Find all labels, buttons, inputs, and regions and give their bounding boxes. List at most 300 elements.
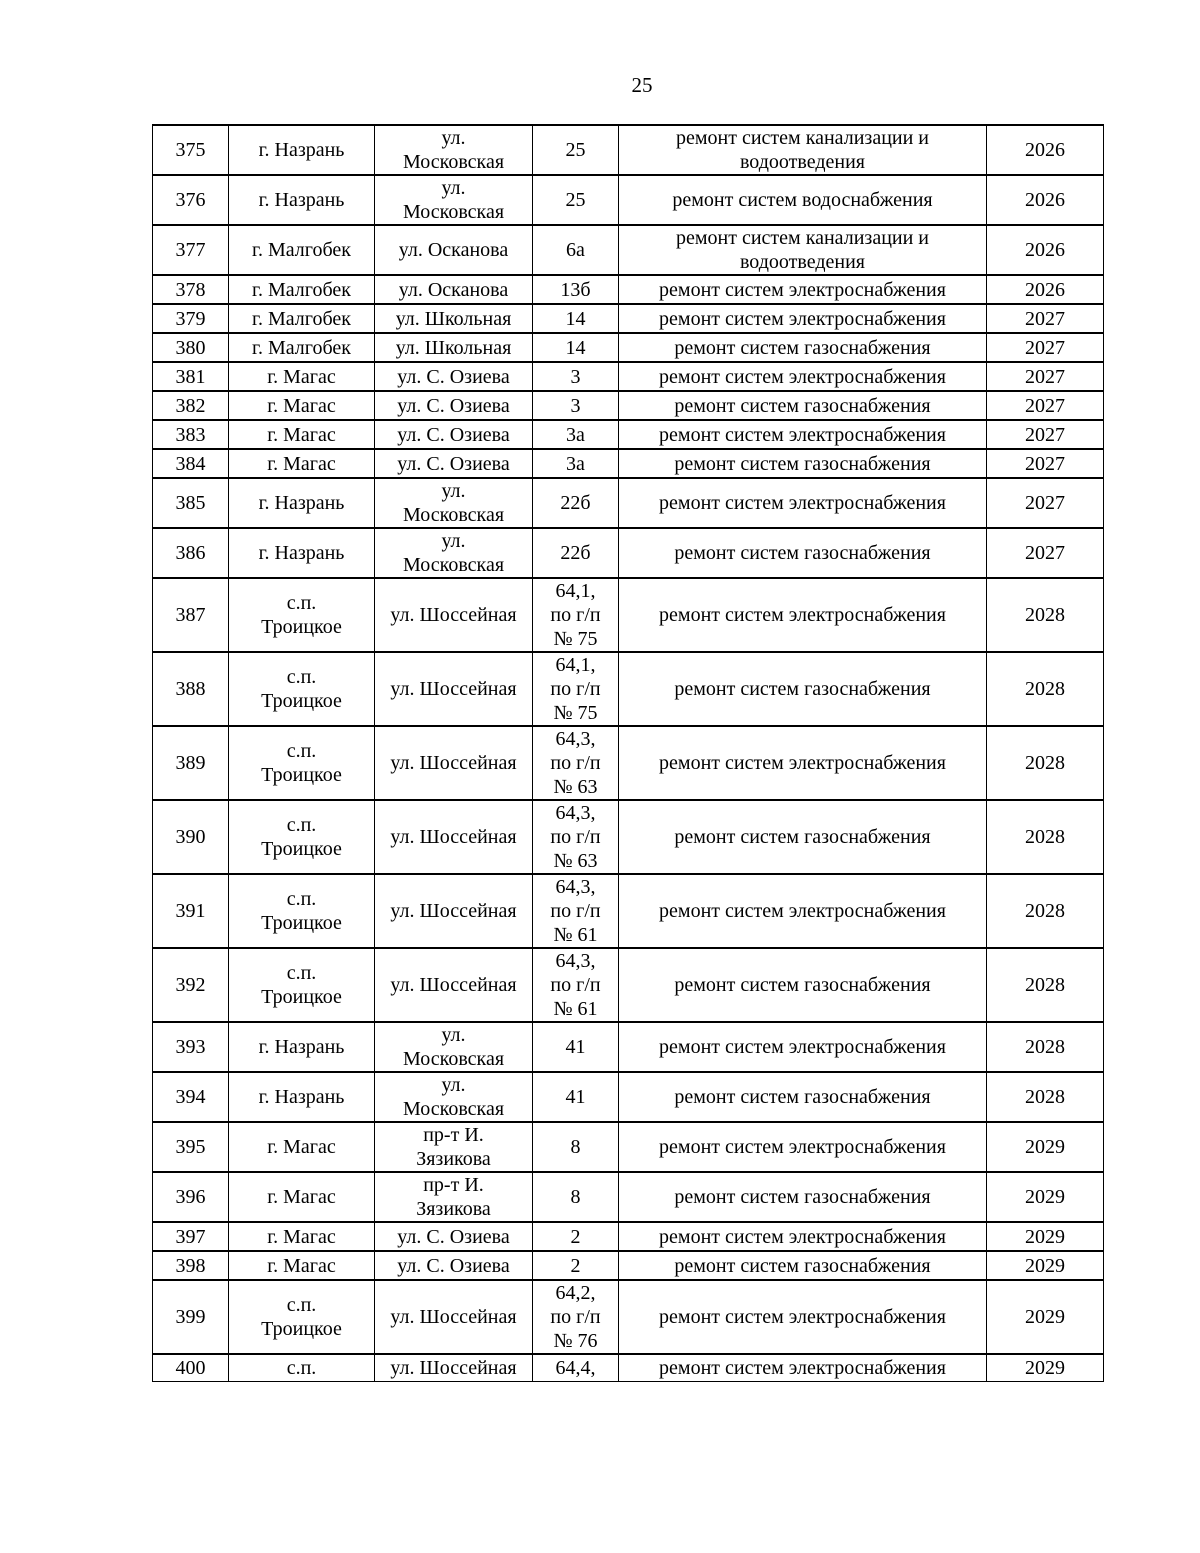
work-type-cell (619, 1222, 987, 1251)
work-type-cell (619, 125, 987, 175)
work-type-line: ремонт систем электроснабжения (659, 492, 946, 514)
house-number-line: 41 (565, 1036, 586, 1058)
house-number-cell (533, 391, 619, 420)
street-line: ул. Осканова (398, 239, 509, 261)
table-row (153, 275, 1104, 304)
year-cell: 2028 (987, 652, 1104, 726)
street-cell (375, 304, 533, 333)
row-number-cell: 390 (153, 800, 229, 874)
street-line: ул. С. Озиева (397, 452, 510, 475)
row-number-cell: 387 (153, 578, 229, 652)
house-number-line: № 63 (553, 850, 598, 872)
locality-cell (229, 1122, 375, 1172)
locality-cell (229, 1251, 375, 1280)
house-number-cell (533, 1172, 619, 1222)
street-line: Московская (402, 554, 505, 576)
work-type-line: ремонт систем канализации и (675, 127, 930, 149)
work-type-cell (619, 362, 987, 391)
house-number-cell (533, 1354, 619, 1381)
locality-line: с.п. (286, 888, 317, 910)
locality-cell (229, 391, 375, 420)
house-number-cell (533, 652, 619, 726)
work-type-line: ремонт систем электроснабжения (659, 365, 946, 388)
house-number-cell (533, 1222, 619, 1251)
table-row (153, 1072, 1104, 1122)
row-number-cell: 396 (153, 1172, 229, 1222)
row-number-cell: 397 (153, 1222, 229, 1251)
street-cell (375, 874, 533, 948)
locality-line: г. Назрань (258, 1086, 345, 1108)
table-row (153, 1251, 1104, 1280)
street-line: ул. С. Озиева (397, 1254, 510, 1277)
street-line: Московская (402, 151, 505, 173)
locality-line: Троицкое (261, 986, 342, 1008)
house-number-line: по г/п (550, 678, 601, 700)
street-cell (375, 275, 533, 304)
row-number-cell: 394 (153, 1072, 229, 1122)
work-type-cell (619, 175, 987, 225)
locality-line: Троицкое (261, 1318, 342, 1340)
house-number-line: по г/п (550, 604, 601, 626)
year-cell: 2027 (987, 362, 1104, 391)
row-number-cell: 395 (153, 1122, 229, 1172)
year-cell: 2028 (987, 1022, 1104, 1072)
locality-cell (229, 528, 375, 578)
house-number-line: 3 (570, 394, 581, 417)
street-line: ул. (441, 1024, 466, 1046)
house-number-line: 64,2, (555, 1282, 596, 1304)
year-cell: 2029 (987, 1280, 1104, 1354)
year-cell: 2027 (987, 528, 1104, 578)
street-line: ул. Шоссейная (390, 678, 517, 700)
work-type-line: ремонт систем электроснабжения (659, 307, 946, 330)
street-line: ул. Шоссейная (390, 1306, 517, 1328)
street-cell (375, 1172, 533, 1222)
house-number-line: 3 (570, 365, 581, 388)
street-line: ул. С. Озиева (397, 394, 510, 417)
locality-cell (229, 175, 375, 225)
street-cell (375, 800, 533, 874)
table-row (153, 304, 1104, 333)
work-type-line: ремонт систем электроснабжения (659, 604, 946, 626)
table-row (153, 1122, 1104, 1172)
house-number-line: 64,4, (555, 1356, 596, 1379)
table-row (153, 948, 1104, 1022)
street-cell (375, 125, 533, 175)
house-number-line: 22б (560, 542, 591, 564)
house-number-cell (533, 304, 619, 333)
house-number-line: 25 (565, 189, 586, 211)
work-type-cell (619, 275, 987, 304)
work-type-line: ремонт систем электроснабжения (659, 1225, 946, 1248)
house-number-cell (533, 420, 619, 449)
house-number-cell (533, 874, 619, 948)
work-type-line: ремонт систем водоснабжения (672, 189, 933, 211)
work-type-cell (619, 726, 987, 800)
locality-cell (229, 1022, 375, 1072)
work-type-line: водоотведения (740, 151, 865, 173)
row-number-cell: 375 (153, 125, 229, 175)
house-number-cell (533, 478, 619, 528)
year-cell: 2028 (987, 578, 1104, 652)
house-number-cell (533, 1072, 619, 1122)
table-row (153, 175, 1104, 225)
year-cell: 2027 (987, 304, 1104, 333)
street-line: ул. (441, 530, 466, 552)
house-number-cell (533, 333, 619, 362)
house-number-line: № 75 (553, 628, 598, 650)
street-cell (375, 1280, 533, 1354)
table-row (153, 1022, 1104, 1072)
year-cell: 2028 (987, 1072, 1104, 1122)
work-type-line: ремонт систем газоснабжения (674, 452, 931, 475)
house-number-line: 64,3, (555, 876, 596, 898)
street-cell (375, 1072, 533, 1122)
street-cell (375, 1251, 533, 1280)
row-number-cell: 391 (153, 874, 229, 948)
house-number-line: № 63 (553, 776, 598, 798)
work-type-cell (619, 1172, 987, 1222)
street-cell (375, 1122, 533, 1172)
house-number-line: по г/п (550, 752, 601, 774)
house-number-cell (533, 1280, 619, 1354)
locality-line: с.п. (286, 814, 317, 836)
work-type-line: ремонт систем электроснабжения (659, 752, 946, 774)
row-number-cell: 393 (153, 1022, 229, 1072)
row-number-cell: 376 (153, 175, 229, 225)
house-number-line: по г/п (550, 826, 601, 848)
locality-cell (229, 874, 375, 948)
table-row (153, 333, 1104, 362)
locality-line: с.п. (286, 592, 317, 614)
locality-line: г. Магас (267, 1225, 336, 1248)
locality-line: г. Магас (267, 1254, 336, 1277)
work-type-cell (619, 1251, 987, 1280)
work-type-cell (619, 420, 987, 449)
year-cell: 2029 (987, 1122, 1104, 1172)
row-number-cell: 392 (153, 948, 229, 1022)
year-cell: 2026 (987, 275, 1104, 304)
work-type-cell (619, 528, 987, 578)
row-number-cell: 381 (153, 362, 229, 391)
locality-line: г. Малгобек (252, 278, 351, 301)
locality-line: г. Магас (267, 452, 336, 475)
house-number-line: по г/п (550, 1306, 601, 1328)
locality-cell (229, 1072, 375, 1122)
street-line: ул. (441, 480, 466, 502)
locality-line: г. Назрань (258, 492, 345, 514)
year-cell: 2029 (987, 1222, 1104, 1251)
work-type-line: ремонт систем газоснабжения (674, 542, 931, 564)
street-cell (375, 449, 533, 478)
work-type-line: ремонт систем электроснабжения (659, 1306, 946, 1328)
work-type-cell (619, 225, 987, 275)
house-number-line: 8 (570, 1186, 581, 1208)
table-row (153, 225, 1104, 275)
street-cell (375, 478, 533, 528)
street-line: ул. (441, 127, 466, 149)
locality-line: Троицкое (261, 838, 342, 860)
locality-cell (229, 1354, 375, 1381)
table-row (153, 1354, 1104, 1381)
locality-line: г. Назрань (258, 139, 345, 161)
house-number-cell (533, 175, 619, 225)
locality-cell (229, 420, 375, 449)
work-type-line: ремонт систем газоснабжения (674, 394, 931, 417)
house-number-cell (533, 225, 619, 275)
house-number-line: 14 (565, 336, 586, 359)
street-cell (375, 362, 533, 391)
work-type-line: ремонт систем газоснабжения (674, 678, 931, 700)
house-number-line: № 61 (553, 998, 598, 1020)
street-line: Зязикова (416, 1148, 491, 1170)
house-number-cell (533, 726, 619, 800)
row-number-cell: 382 (153, 391, 229, 420)
work-type-line: ремонт систем газоснабжения (674, 974, 931, 996)
street-line: ул. Шоссейная (390, 1356, 517, 1379)
table-row (153, 478, 1104, 528)
locality-line: Троицкое (261, 616, 342, 638)
house-number-line: 3а (566, 423, 585, 446)
house-number-line: 64,1, (555, 654, 596, 676)
locality-cell (229, 948, 375, 1022)
locality-cell (229, 225, 375, 275)
locality-line: г. Малгобек (252, 307, 351, 330)
street-line: ул. Шоссейная (390, 900, 517, 922)
house-number-line: 64,3, (555, 950, 596, 972)
row-number-cell: 400 (153, 1354, 229, 1381)
street-line: Московская (402, 201, 505, 223)
year-cell: 2028 (987, 948, 1104, 1022)
table-row (153, 652, 1104, 726)
work-type-line: ремонт систем газоснабжения (674, 1086, 931, 1108)
work-type-cell (619, 1022, 987, 1072)
table-row (153, 874, 1104, 948)
house-number-cell (533, 275, 619, 304)
work-type-cell (619, 333, 987, 362)
table-row (153, 528, 1104, 578)
street-cell (375, 225, 533, 275)
street-cell (375, 948, 533, 1022)
work-type-line: ремонт систем электроснабжения (659, 1136, 946, 1158)
house-number-line: 64,3, (555, 728, 596, 750)
street-line: ул. (441, 1074, 466, 1096)
work-type-cell (619, 1354, 987, 1381)
row-number-cell: 385 (153, 478, 229, 528)
street-line: Московская (402, 1048, 505, 1070)
street-line: ул. Шоссейная (390, 604, 517, 626)
street-cell (375, 1354, 533, 1381)
year-cell: 2026 (987, 175, 1104, 225)
house-number-cell (533, 948, 619, 1022)
work-type-line: ремонт систем электроснабжения (659, 1356, 946, 1379)
year-cell: 2029 (987, 1354, 1104, 1381)
street-cell (375, 652, 533, 726)
locality-cell (229, 800, 375, 874)
house-number-line: № 76 (553, 1330, 598, 1352)
row-number-cell: 383 (153, 420, 229, 449)
row-number-cell: 399 (153, 1280, 229, 1354)
year-cell: 2026 (987, 225, 1104, 275)
house-number-line: 64,1, (555, 580, 596, 602)
table-row (153, 578, 1104, 652)
street-line: пр-т И. (423, 1124, 484, 1146)
table-row (153, 420, 1104, 449)
row-number-cell: 388 (153, 652, 229, 726)
work-type-line: ремонт систем газоснабжения (674, 1254, 931, 1277)
work-type-cell (619, 1072, 987, 1122)
work-type-cell (619, 652, 987, 726)
locality-cell (229, 362, 375, 391)
table-row (153, 449, 1104, 478)
house-number-cell (533, 1251, 619, 1280)
locality-line: Троицкое (261, 690, 342, 712)
year-cell: 2027 (987, 391, 1104, 420)
work-type-cell (619, 948, 987, 1022)
house-number-line: № 75 (553, 702, 598, 724)
page-number: 25 (631, 73, 653, 97)
street-cell (375, 420, 533, 449)
year-cell: 2029 (987, 1251, 1104, 1280)
street-cell (375, 578, 533, 652)
locality-cell (229, 726, 375, 800)
row-number-cell: 380 (153, 333, 229, 362)
locality-line: с.п. (286, 666, 317, 688)
house-number-line: 3а (566, 452, 585, 475)
street-line: ул. Школьная (395, 307, 512, 330)
street-line: ул. С. Озиева (397, 1225, 510, 1248)
house-number-line: 8 (570, 1136, 581, 1158)
work-type-line: водоотведения (740, 251, 865, 273)
locality-cell (229, 1280, 375, 1354)
year-cell: 2026 (987, 125, 1104, 175)
year-cell: 2027 (987, 420, 1104, 449)
work-type-cell (619, 478, 987, 528)
street-line: Московская (402, 504, 505, 526)
row-number-cell: 389 (153, 726, 229, 800)
house-number-line: 14 (565, 307, 586, 330)
row-number-cell: 398 (153, 1251, 229, 1280)
work-type-cell (619, 304, 987, 333)
row-number-cell: 386 (153, 528, 229, 578)
street-cell (375, 175, 533, 225)
locality-line: с.п. (286, 962, 317, 984)
street-cell (375, 391, 533, 420)
street-cell (375, 1022, 533, 1072)
table-row (153, 1172, 1104, 1222)
street-cell (375, 726, 533, 800)
street-line: ул. Шоссейная (390, 826, 517, 848)
locality-line: г. Назрань (258, 189, 345, 211)
house-number-cell (533, 578, 619, 652)
house-number-cell (533, 449, 619, 478)
house-number-line: по г/п (550, 900, 601, 922)
locality-line: г. Магас (267, 365, 336, 388)
table-row (153, 800, 1104, 874)
house-number-cell (533, 1122, 619, 1172)
year-cell: 2028 (987, 800, 1104, 874)
work-type-line: ремонт систем газоснабжения (674, 336, 931, 359)
locality-line: г. Магас (267, 423, 336, 446)
work-type-line: ремонт систем канализации и (675, 227, 930, 249)
locality-line: с.п. (286, 1294, 317, 1316)
work-type-line: ремонт систем газоснабжения (674, 1186, 931, 1208)
street-line: ул. Шоссейная (390, 974, 517, 996)
house-number-line: № 61 (553, 924, 598, 946)
year-cell: 2027 (987, 333, 1104, 362)
locality-line: г. Магас (267, 1186, 336, 1208)
locality-cell (229, 578, 375, 652)
work-type-cell (619, 874, 987, 948)
locality-cell (229, 304, 375, 333)
locality-cell (229, 125, 375, 175)
house-number-line: 64,3, (555, 802, 596, 824)
house-number-cell (533, 362, 619, 391)
locality-line: с.п. (286, 1356, 317, 1379)
table-row (153, 1280, 1104, 1354)
year-cell: 2029 (987, 1172, 1104, 1222)
work-type-cell (619, 578, 987, 652)
locality-cell (229, 1222, 375, 1251)
locality-cell (229, 333, 375, 362)
work-type-cell (619, 449, 987, 478)
street-line: ул. Школьная (395, 336, 512, 359)
locality-line: с.п. (286, 740, 317, 762)
street-line: ул. Шоссейная (390, 752, 517, 774)
street-line: Московская (402, 1098, 505, 1120)
street-line: ул. С. Озиева (397, 423, 510, 446)
repair-schedule-table (152, 124, 1104, 1382)
locality-line: г. Малгобек (252, 336, 351, 359)
work-type-cell (619, 391, 987, 420)
house-number-line: по г/п (550, 974, 601, 996)
table-row (153, 1222, 1104, 1251)
locality-line: г. Малгобек (252, 239, 351, 261)
street-line: пр-т И. (423, 1174, 484, 1196)
house-number-line: 22б (560, 492, 591, 514)
work-type-cell (619, 800, 987, 874)
year-cell: 2027 (987, 478, 1104, 528)
street-cell (375, 333, 533, 362)
work-type-line: ремонт систем электроснабжения (659, 900, 946, 922)
house-number-cell (533, 1022, 619, 1072)
table-body (153, 125, 1104, 1381)
street-line: ул. Осканова (398, 278, 509, 301)
house-number-line: 2 (570, 1225, 581, 1248)
row-number-cell: 378 (153, 275, 229, 304)
row-number-cell: 379 (153, 304, 229, 333)
street-line: ул. (441, 177, 466, 199)
street-cell (375, 528, 533, 578)
locality-line: г. Магас (267, 394, 336, 417)
house-number-line: 25 (565, 139, 586, 161)
year-cell: 2027 (987, 449, 1104, 478)
street-line: ул. С. Озиева (397, 365, 510, 388)
house-number-cell (533, 800, 619, 874)
work-type-line: ремонт систем электроснабжения (659, 278, 946, 301)
locality-line: г. Назрань (258, 1036, 345, 1058)
house-number-line: 6а (566, 239, 585, 261)
locality-line: г. Магас (267, 1136, 336, 1158)
work-type-cell (619, 1122, 987, 1172)
locality-line: Троицкое (261, 912, 342, 934)
table-row (153, 726, 1104, 800)
locality-cell (229, 478, 375, 528)
locality-line: г. Назрань (258, 542, 345, 564)
house-number-line: 41 (565, 1086, 586, 1108)
house-number-cell (533, 125, 619, 175)
locality-cell (229, 652, 375, 726)
